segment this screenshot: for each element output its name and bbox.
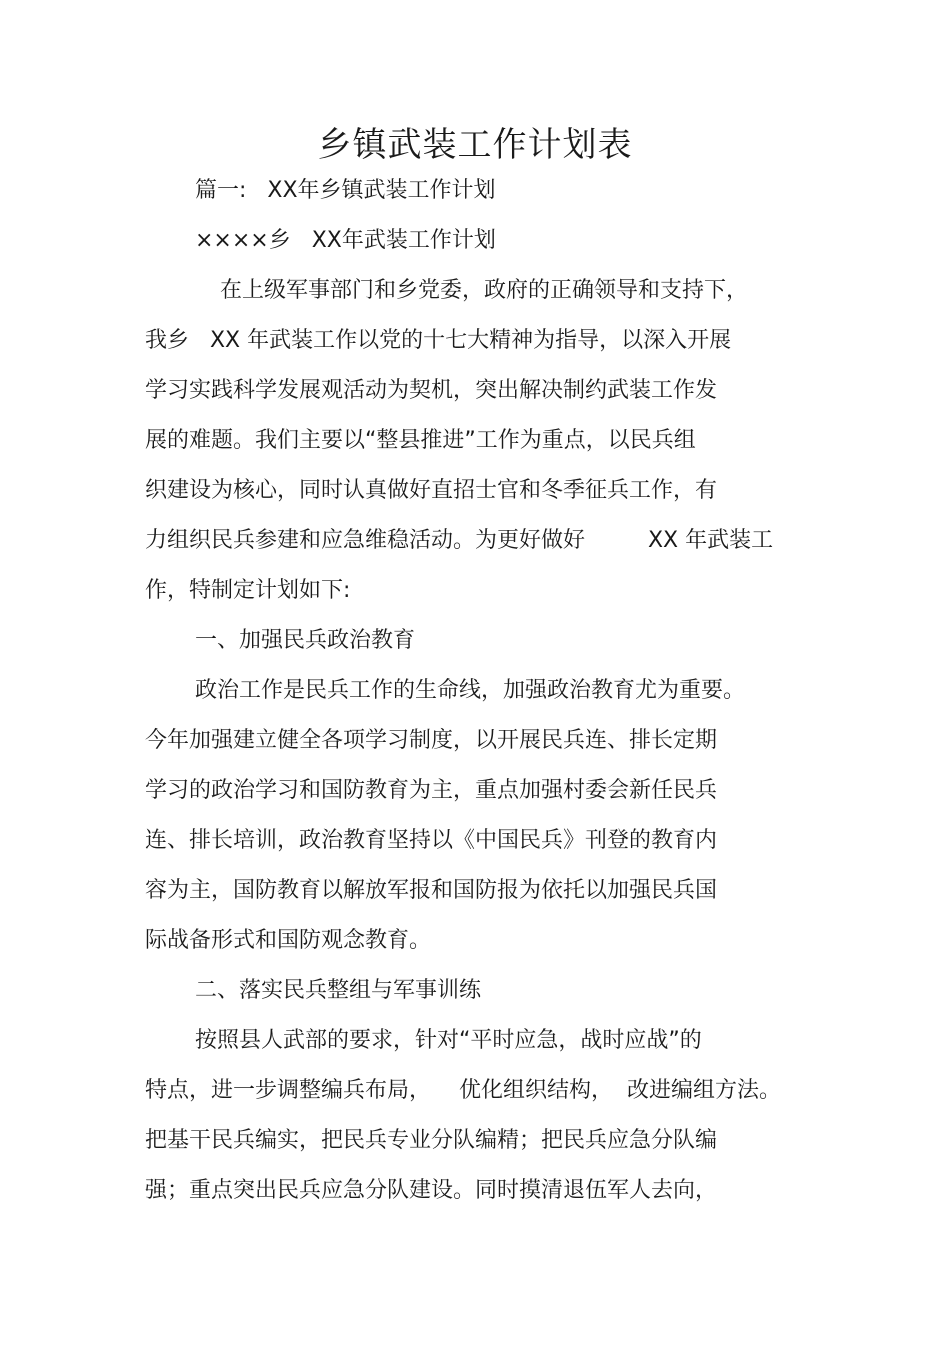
paragraph-line: 把基干民兵编实，把民兵专业分队编精；把民兵应急分队编 xyxy=(145,1128,718,1153)
plan-heading-line: ××××乡 XX年武装工作计划 xyxy=(195,228,496,253)
paragraph-line: 学习实践科学发展观活动为契机，突出解决制约武装工作发 xyxy=(145,378,718,403)
paragraph-line: 际战备形式和国防观念教育。 xyxy=(145,928,432,953)
section-heading: 一、加强民兵政治教育 xyxy=(195,628,416,653)
paragraph-line: 按照县人武部的要求，针对“平时应急，战时应战”的 xyxy=(195,1028,702,1053)
paragraph-line: 特点，进一步调整编兵布局， 优化组织结构， 改进编组方法。 xyxy=(145,1078,781,1103)
document-title: 乡镇武装工作计划表 xyxy=(317,125,633,165)
paragraph-line: 今年加强建立健全各项学习制度，以开展民兵连、排长定期 xyxy=(145,728,718,753)
paragraph-line: 力组织民兵参建和应急维稳活动。为更好做好 XX 年武装工 xyxy=(145,528,774,553)
paragraph-line: 容为主，国防教育以解放军报和国防报为依托以加强民兵国 xyxy=(145,878,718,903)
paragraph-line: 我乡 XX 年武装工作以党的十七大精神为指导，以深入开展 xyxy=(145,328,732,353)
paragraph-line: 强；重点突出民兵应急分队建设。同时摸清退伍军人去向， xyxy=(145,1178,718,1203)
paragraph-line: 学习的政治学习和国防教育为主，重点加强村委会新任民兵 xyxy=(145,778,718,803)
paragraph-line: 展的难题。我们主要以“整县推进”工作为重点，以民兵组 xyxy=(145,428,696,453)
paragraph-line: 在上级军事部门和乡党委，政府的正确领导和支持下， xyxy=(220,278,749,303)
paragraph-line: 作，特制定计划如下: xyxy=(145,578,351,603)
paragraph-line: 政治工作是民兵工作的生命线，加强政治教育尤为重要。 xyxy=(195,678,746,703)
paragraph-line: 连、排长培训，政治教育坚持以《中国民兵》刊登的教育内 xyxy=(145,828,718,853)
section-heading: 二、落实民兵整组与军事训练 xyxy=(195,978,482,1003)
subtitle-line: 篇一: XX年乡镇武装工作计划 xyxy=(195,178,496,203)
paragraph-line: 织建设为核心，同时认真做好直招士官和冬季征兵工作，有 xyxy=(145,478,718,503)
